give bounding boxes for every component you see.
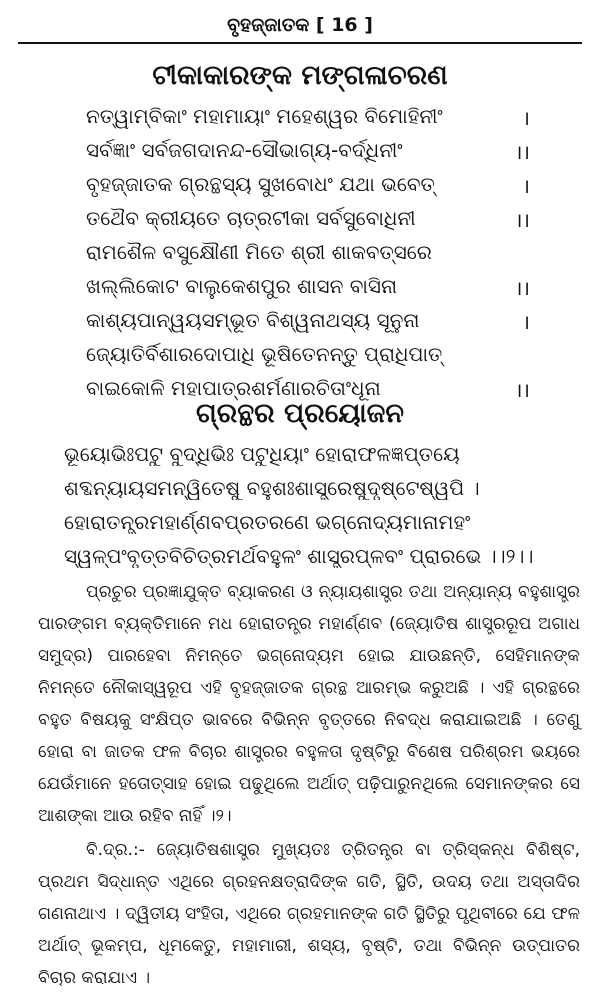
section-title-purpose: ଗ୍ରନ୍ଥର ପ୍ରୟୋଜନ [196,398,404,429]
verse-text: ବାଇକୋଳି ମହାପାତ୍ରଶର୍ମଣାରଚିତାଂଧୂନା [86,376,381,400]
section-title-invocation: ଟୀକାକାରଙ୍କ ମଙ୍ଗଳାଚରଣ [152,60,448,91]
verse-text: କାଶ୍ୟପାନ୍ୱୟସମ୍ଭୂତ ବିଶ୍ୱନାଥସ୍ୟ ସୂନୁନା [86,308,420,332]
verse-mark: ।। [514,276,530,300]
commentary-paragraph: ପ୍ରଚୁର ପ୍ରଜ୍ଞାଯୁକ୍ତ ବ୍ୟାକରଣ ଓ ନ୍ୟାୟଶାସ୍ତ୍ର ତଥା ଅନ୍ୟାନ୍ୟ ବହୁଶାସ୍ତ୍ର ପାରଙ୍ଗମ ବ୍ୟକ୍ତିମାନେ ମଧ ହୋରାତନ୍ତ୍ର ମହାର୍ଣ୍ଣବ (ଜ୍ୟୋତିଷ ଶାସ୍ତ୍ରରୂପ ଅଗାଧ ସମୁଦ୍ର) ପାରହେବା ନିମନ୍ତେ ଭଗ୍ନୋଦ୍ୟମ ହୋଇ ଯାଉଛନ୍ତି, ସେହିମାନଙ୍କ ନିମନ୍ତେ ନୌକାସ୍ୱରୂପ ଏହି ବୃହଜ୍ଜାତକ ଗ୍ରନ୍ଥ ଆରମ୍ଭ କରୁଅଛି । ଏହି ଗ୍ରନ୍ଥରେ ବହୁତ ବିଷୟକୁ ସଂକ୍ଷିପ୍ତ ଭାବରେ ବିଭିନ୍ନ ବୃତ୍ତରେ ନିବଦ୍ଧ କରାଯାଇଅଛି । ତେଣୁ ହୋରା ବା ଜାତକ ଫଳ ବିଚାର ଶାସ୍ତ୍ରର ବହୁଳତା ଦୃଷ୍ଟିରୁ ବିଶେଷ ପରିଶ୍ରମ ଭୟରେ ଯେଉଁମାନେ ହତୋତ୍ସାହ ହୋଇ ପଢୁଥିଲେ ଅର୍ଥାତ୍ ପଢ଼ିପାରୁନଥିଲେ ସେମାନଙ୍କର ସେ ଆଶଙ୍କା ଆଉ ରହିବ ନାହିଁ ।୨। [38,582,580,826]
verse-mark: । [522,174,530,198]
verse-text: ସର୍ବଜ୍ଞାଂ ସର୍ବଜଗଦାନନ୍ଦ-ସୌଭାଗ୍ୟ-ବର୍ଦ୍ଧିନୀଂ [86,138,403,162]
header-title: ବୃହଜ୍ଜାତକ [ 16 ] [227,14,373,36]
verse-mark: ।। [514,378,530,402]
verse-text: ବୃହଜ୍ଜାତକ ଗ୍ରନ୍ଥସ୍ୟ ସୁଖବୋଧଂ ଯଥା ଭବେତ୍ [86,172,435,196]
shloka-line: ଭୂୟୋଭିଃପଟୁ ବୁଦ୍ଧିଭିଃ ପଟୁଧିୟାଂ ହୋରାଫଳଜ୍ଞପ୍ତୟେ [64,442,460,466]
verse-mark: ।। [514,208,530,232]
verse-text: ଜ୍ୟୋତିର୍ବିଶାରଦୋପାଧି ଭୂଷିତେନନ୍ତୁ ପ୍ରାଧିପାତ୍ [86,342,443,366]
page-header [18,8,582,44]
verse-text: ତଥୈବ କ୍ରୀୟତେ ଚାତ୍ରଟୀକା ସର୍ବସୁବୋଧିନୀ [86,206,416,230]
shloka-line: ସ୍ୱଳ୍ପଂବୃତ୍ତବିଚିତ୍ରମର୍ଥବହୁଳଂ ଶାସ୍ତ୍ରପ୍ଳବଂ ପ୍ରାରଭେ ।।୨।। [64,544,534,568]
verse-mark: । [522,310,530,334]
verse-mark: ।। [514,140,530,164]
verse-text: ନତ୍ୱାମ୍ବିକାଂ ମହାମାୟାଂ ମହେଶ୍ୱର ବିମୋହିନୀଂ [86,104,443,128]
shloka-line: ହୋରାତନ୍ତ୍ରମହାର୍ଣ୍ଣବପ୍ରତରଣେ ଭଗ୍ନୋଦ୍ୟମାନାମହଂ [64,510,471,534]
verse-text: ରାମଶୈଳ ବସୁକ୍ଷୌଣୀ ମିତେ ଶ୍ରୀ ଶାକବତ୍ସରେ [86,240,432,264]
verse-text: ଖଲ୍ଲିକୋଟ ବାଲୁକେଶପୁର ଶାସନ ବାସିନା [86,274,398,298]
shloka-line: ଶବ୍ଦନ୍ୟାୟସମନ୍ୱିତେଷୁ ବହୁଶଃଶାସ୍ତ୍ରେଷୁଦୃଷ୍ଟେଷ୍ୱପି । [64,476,480,500]
verse-mark: । [522,106,530,130]
note-paragraph: ବି.ଦ୍ର.:- ଜ୍ୟୋତିଷଶାସ୍ତ୍ର ମୁଖ୍ୟତଃ ତ୍ରିତନ୍ତ୍ର ବା ତ୍ରିସ୍କନ୍ଧ ବିଶିଷ୍ଟ, ପ୍ରଥମ ସିଦ୍ଧାନ୍ତ ଏଥିରେ ଗ୍ରହନକ୍ଷତ୍ରାଦିଙ୍କ ଗତି, ସ୍ଥିତି, ଉଦୟ ତଥା ଅସ୍ତାଦିର ଗଣନାଥାଏ । ଦ୍ୱିତୀୟ ସଂହିତା, ଏଥିରେ ଗ୍ରହମାନଙ୍କ ଗତି ସ୍ଥିତିରୁ ପୃଥିବୀରେ ଯେ ଫଳ ଅର୍ଥାତ୍ ଭୂକମ୍ପ, ଧୂମକେତୁ, ମହାମାରୀ, ଶସ୍ୟ, ବୃଷ୍ଟି, ତଥା ବିଭିନ୍ନ ଉତ୍ପାତର ବିଚାର କରାଯାଏ । [38,840,580,988]
